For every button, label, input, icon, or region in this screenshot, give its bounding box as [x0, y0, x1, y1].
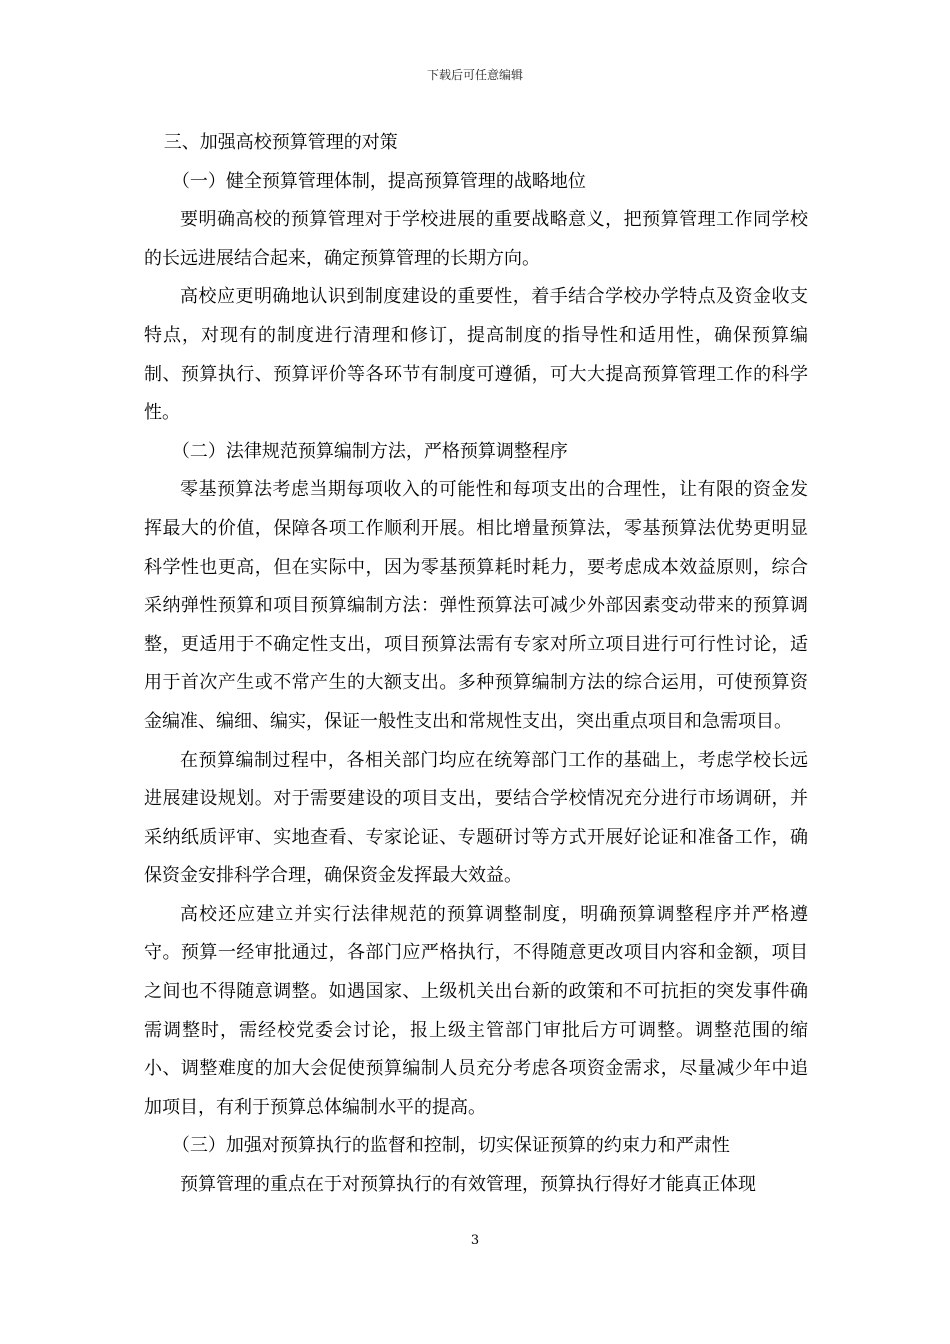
subsection-heading-2: （二）法律规范预算编制方法，严格预算调整程序	[171, 440, 568, 462]
document-body	[144, 124, 808, 1205]
paragraph-3: 零基预算法考虑当期每项收入的可能性和每项支出的合理性，让有限的资金发挥最大的价值，保障各项工作顺利开展。相比增量预算法，零基预算法优势更明显科学性也更高，但在实际中，因为零基预算耗时耗力，要考虑成本效益原则，综合采纳弹性预算和项目预算编制方法：弹性预算法可减少外部因素变动带来的预算调整，更适用于不确定性支出，项目预算法需有专家对所立项目进行可行性讨论，适用于首次产生或不常产生的大额支出。多种预算编制方法的综合运用，可使预算资金编准、编细、编实，保证一般性支出和常规性支出，突出重点项目和急需项目。	[144, 479, 808, 732]
paragraph-1: 要明确高校的预算管理对于学校进展的重要战略意义，把预算管理工作同学校的长远进展结合起来，确定预算管理的长期方向。	[144, 209, 808, 269]
page-number: 3	[470, 1233, 480, 1248]
paragraph-5: 高校还应建立并实行法律规范的预算调整制度，明确预算调整程序并严格遵守。预算一经审批通过，各部门应严格执行，不得随意更改项目内容和金额，项目之间也不得随意调整。如遇国家、上级机关出台新的政策和不可抗拒的突发事件确需调整时，需经校党委会讨论，报上级主管部门审批后方可调整。调整范围的缩小、调整难度的加大会促使预算编制人员充分考虑各项资金需求，尽量减少年中追加项目，有利于预算总体编制水平的提高。	[144, 903, 808, 1118]
subsection-heading-3: （三）加强对预算执行的监督和控制，切实保证预算的约束力和严肃性	[171, 1135, 730, 1157]
section-title: 三、加强高校预算管理的对策	[163, 132, 398, 153]
paragraph-4: 在预算编制过程中，各相关部门均应在统筹部门工作的基础上，考虑学校长远进展建设规划。对于需要建设的项目支出，要结合学校情况充分进行市场调研，并采纳纸质评审、实地查看、专家论证、专题研讨等方式开展好论证和准备工作，确保资金安排科学合理，确保资金发挥最大效益。	[144, 749, 808, 887]
page-header: 下载后可任意编辑	[426, 68, 523, 82]
paragraph-2: 高校应更明确地认识到制度建设的重要性，着手结合学校办学特点及资金收支特点，对现有的制度进行清理和修订，提高制度的指导性和适用性，确保预算编制、预算执行、预算评价等各环节有制度可遵循，可大大提高预算管理工作的科学性。	[144, 286, 808, 424]
subsection-heading-1: （一）健全预算管理体制，提高预算管理的战略地位	[171, 170, 586, 192]
paragraph-6: 预算管理的重点在于对预算执行的有效管理，预算执行得好才能真正体现	[180, 1174, 756, 1196]
